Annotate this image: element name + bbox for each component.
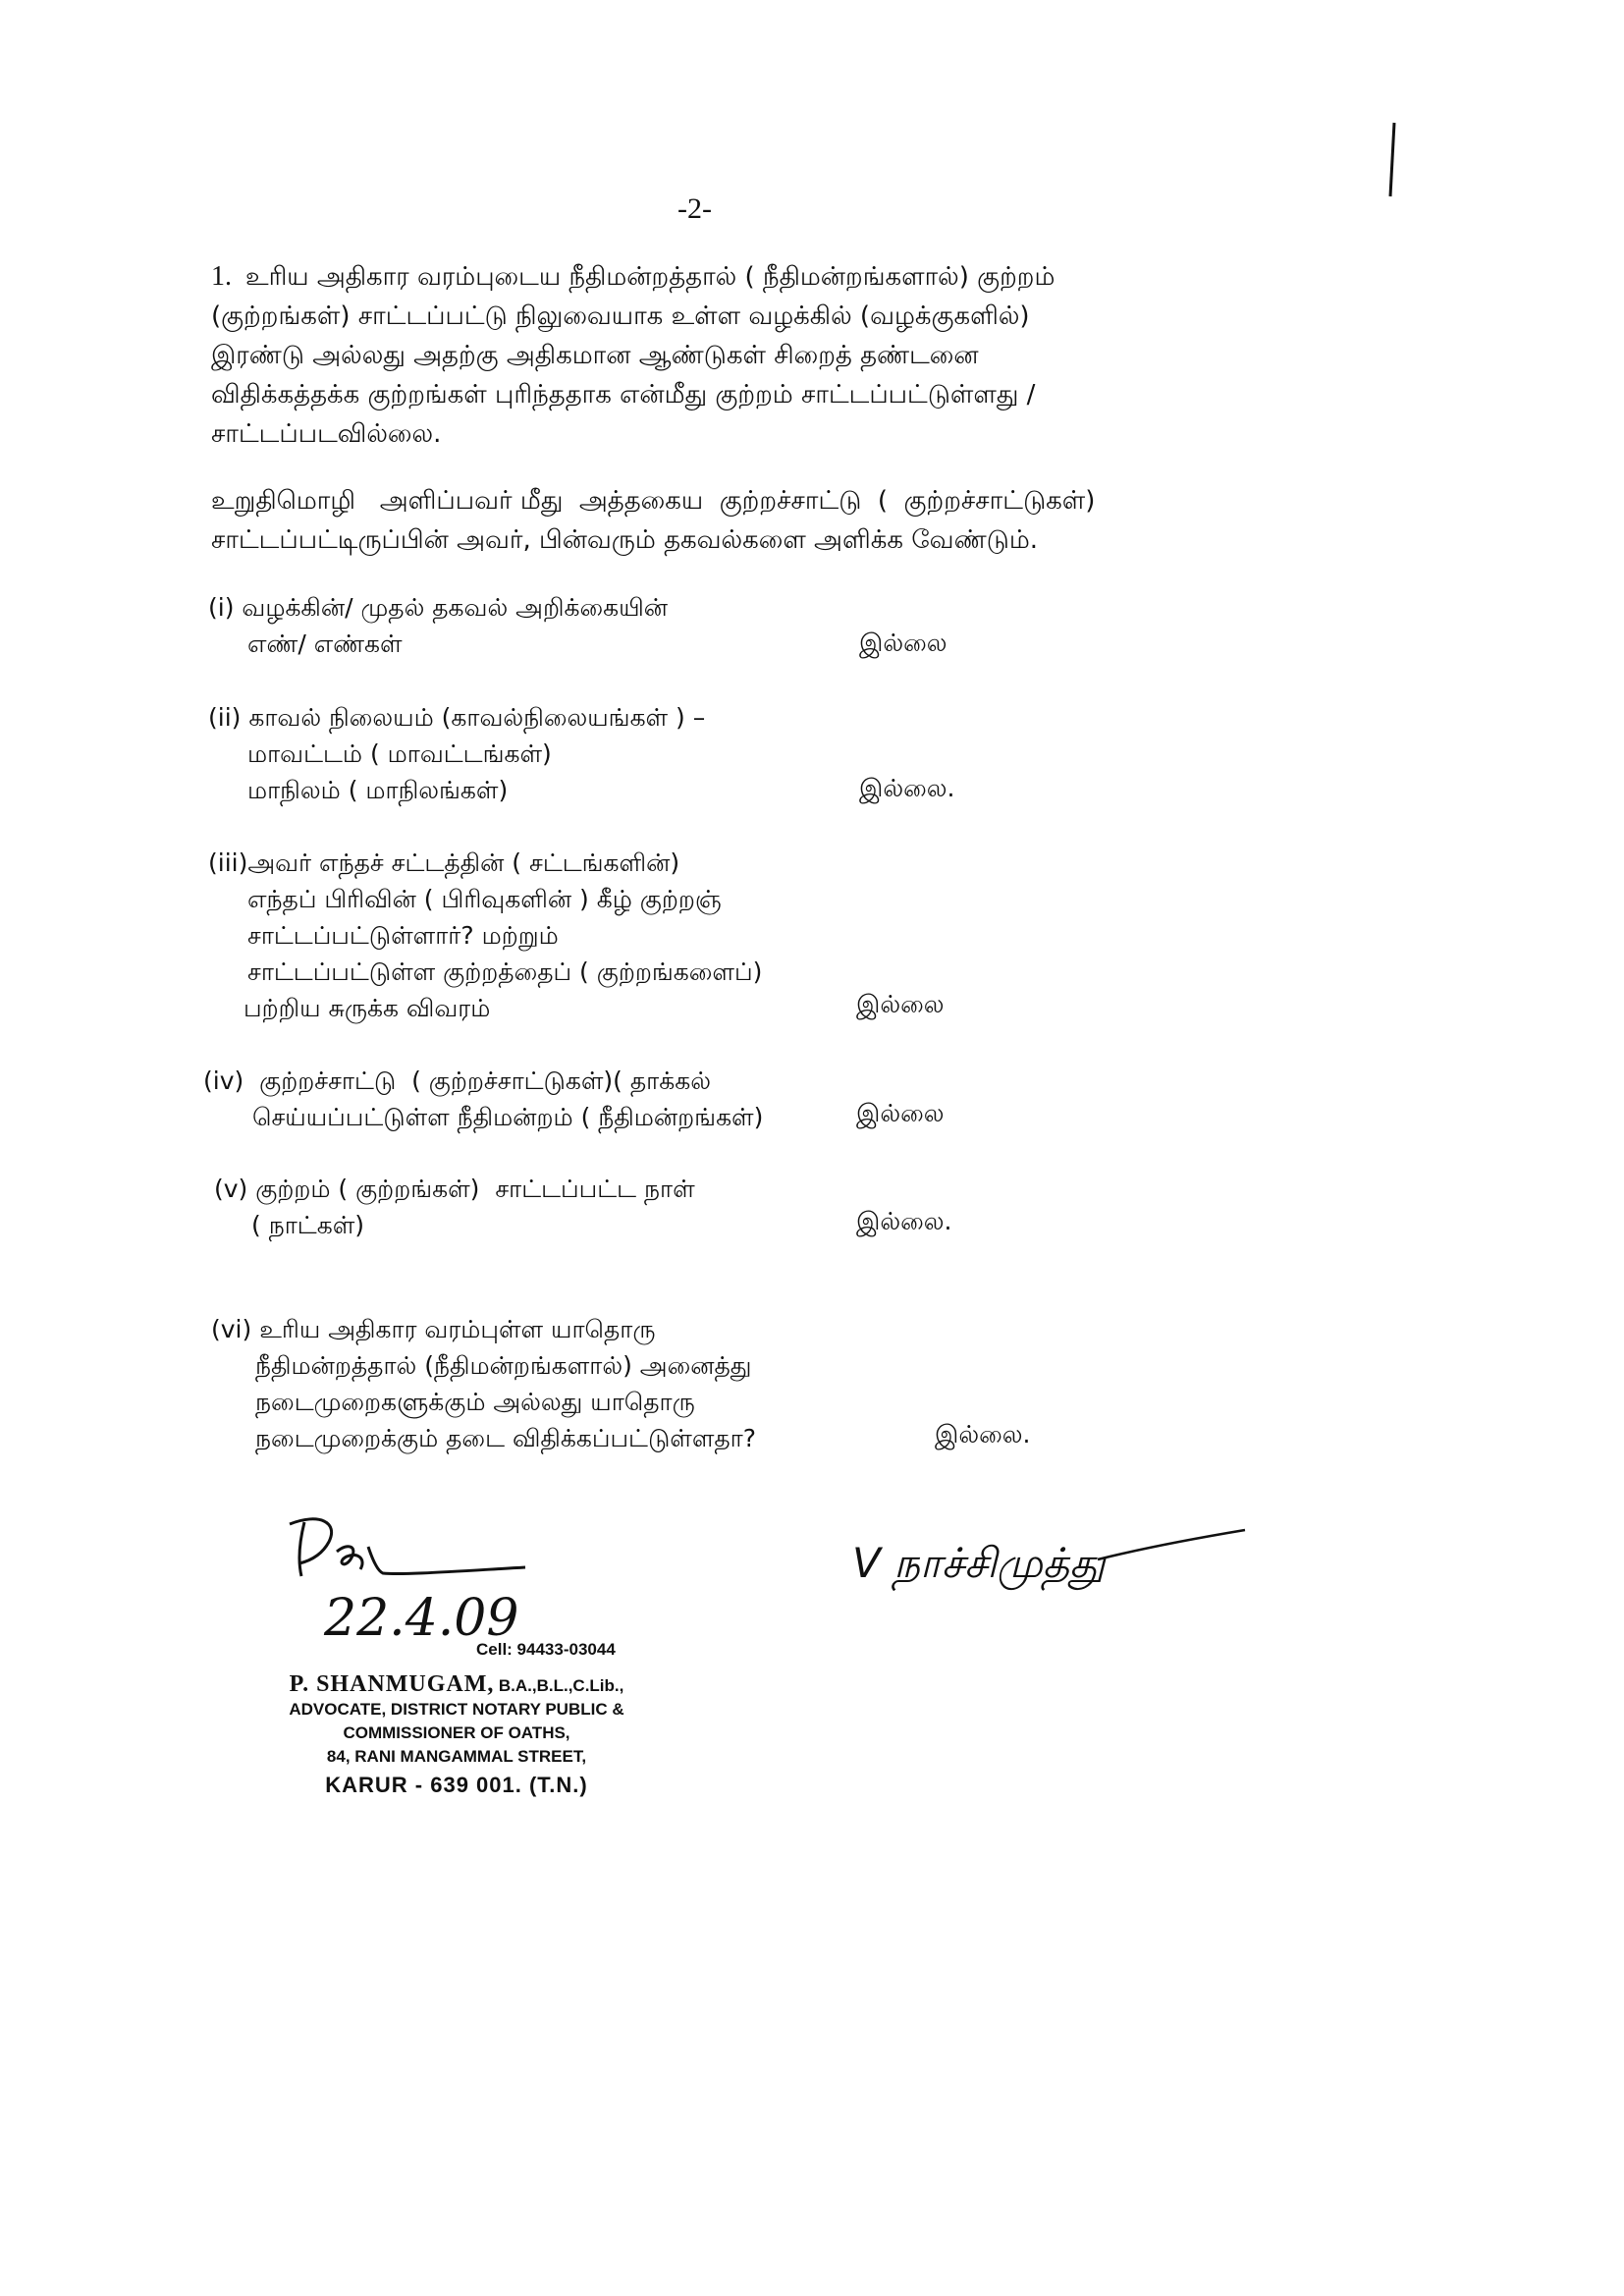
notary-degrees: B.A.,B.L.,C.Lib.,	[498, 1676, 624, 1695]
margin-pen-mark	[1375, 118, 1414, 216]
item-line: நடைமுறைகளுக்கும் அல்லது யாதொரு	[255, 1388, 695, 1416]
item-iii-answer: இல்லை	[856, 990, 945, 1018]
item-line: நீதிமன்றத்தால் (நீதிமன்றங்களால்) அனைத்து	[255, 1351, 752, 1380]
item-line: (iii)அவர் எந்தச் சட்டத்தின் ( சட்டங்களின்)	[208, 848, 680, 877]
statement-paragraph	[211, 257, 1232, 454]
item-ii-answer: இல்லை.	[859, 774, 955, 802]
item-i-answer: இல்லை	[859, 629, 947, 657]
notary-stamp	[231, 1671, 682, 1798]
page-number: -2-	[677, 192, 712, 225]
instruction-line: சாட்டப்பட்டிருப்பின் அவர், பின்வரும் தகவல்களை அளிக்க வேண்டும்.	[211, 525, 1039, 555]
deponent-signature	[842, 1520, 1255, 1613]
item-v	[214, 1171, 695, 1243]
notary-city: KARUR - 639 001. (T.N.)	[325, 1773, 588, 1797]
item-i	[208, 589, 668, 662]
deponent-signature-text: V நாச்சிமுத்து	[852, 1539, 1106, 1587]
item-line: செய்யப்பட்டுள்ள நீதிமன்றம் ( நீதிமன்றங்கள்)	[252, 1103, 764, 1131]
notary-signature-date: 22.4.09	[324, 1589, 519, 1648]
item-line: (ii) காவல் நிலையம் (காவல்நிலையங்கள் ) –	[208, 703, 706, 732]
item-line: எண்/ எண்கள்	[247, 629, 403, 658]
item-line: மாவட்டம் ( மாவட்டங்கள்)	[247, 739, 552, 768]
item-vi-answer: இல்லை.	[935, 1420, 1031, 1449]
item-line: சாட்டப்பட்டுள்ள குற்றத்தைப் ( குற்றங்களைப்)	[247, 957, 763, 986]
item-line: (v) குற்றம் ( குற்றங்கள்) சாட்டப்பட்ட நாள்	[214, 1175, 695, 1203]
notary-title: ADVOCATE, DISTRICT NOTARY PUBLIC &	[289, 1700, 624, 1719]
statement-number: 1.	[211, 261, 232, 292]
statement-line: (குற்றங்கள்) சாட்டப்பட்டு நிலுவையாக உள்ள வழக்கில் (வழக்குகளில்)	[211, 301, 1030, 331]
notary-name: P. SHANMUGAM,	[289, 1671, 495, 1697]
item-line: பற்றிய சுருக்க விவரம்	[244, 994, 491, 1022]
notary-cell: Cell: 94433-03044	[476, 1640, 616, 1659]
item-line: சாட்டப்பட்டுள்ளார்? மற்றும்	[247, 921, 559, 950]
item-iv-answer: இல்லை	[856, 1099, 945, 1127]
item-ii	[208, 699, 705, 808]
statement-line: விதிக்கத்தக்க குற்றங்கள் புரிந்ததாக என்மீது குற்றம் சாட்டப்பட்டுள்ளது /	[211, 380, 1036, 410]
statement-line: சாட்டப்படவில்லை.	[211, 419, 442, 449]
item-line: (i) வழக்கின்/ முதல் தகவல் அறிக்கையின்	[208, 593, 669, 622]
instruction-line: உறுதிமொழி அளிப்பவர் மீது அத்தகைய குற்றச்சாட்டு ( குற்றச்சாட்டுகள்)	[211, 486, 1096, 516]
statement-line: இரண்டு அல்லது அதற்கு அதிகமான ஆண்டுகள் சிறைத் தண்டனை	[211, 341, 979, 370]
item-iv	[203, 1063, 763, 1135]
item-v-answer: இல்லை.	[856, 1207, 952, 1235]
item-line: (vi) உரிய அதிகார வரம்புள்ள யாதொரு	[211, 1315, 656, 1343]
item-iii	[208, 845, 762, 1026]
notary-commission: COMMISSIONER OF OATHS,	[343, 1723, 570, 1742]
item-line: ( நாட்கள்)	[251, 1211, 365, 1239]
item-vi	[211, 1311, 756, 1456]
item-line: மாநிலம் ( மாநிலங்கள்)	[247, 776, 509, 804]
instruction-paragraph	[211, 481, 1203, 560]
item-line: (iv) குற்றச்சாட்டு ( குற்றச்சாட்டுகள்)( தாக்கல்	[203, 1066, 711, 1095]
notary-street: 84, RANI MANGAMMAL STREET,	[326, 1747, 587, 1766]
item-line: எந்தப் பிரிவின் ( பிரிவுகளின் ) கீழ் குற்றஞ்	[247, 885, 722, 913]
notary-signature-stamp	[231, 1503, 682, 1827]
statement-line: 1. உரிய அதிகார வரம்புடைய நீதிமன்றத்தால் ( நீதிமன்றங்களால்) குற்றம்	[211, 261, 1056, 292]
item-line: நடைமுறைக்கும் தடை விதிக்கப்பட்டுள்ளதா?	[255, 1424, 756, 1452]
